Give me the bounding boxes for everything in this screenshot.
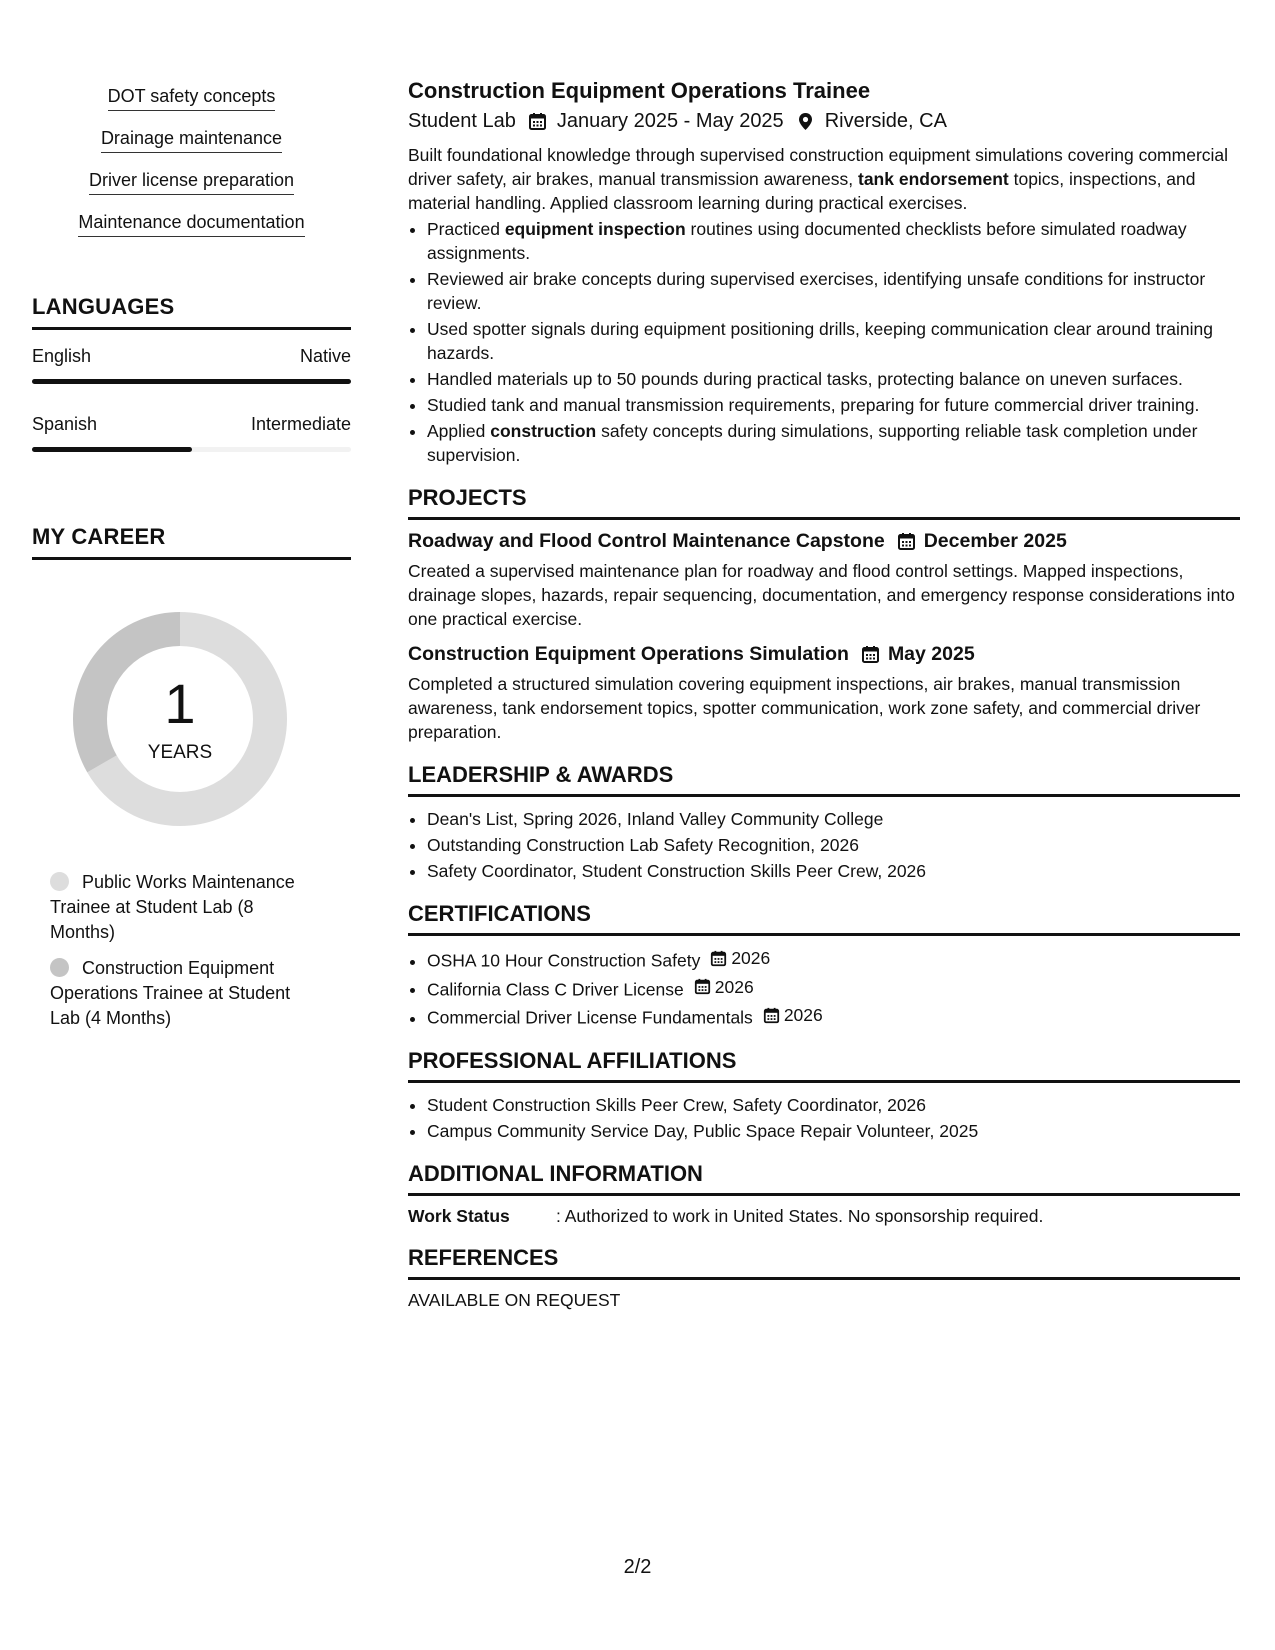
list-item: • Handled materials up to 50 pounds during practical tasks, protecting balance on uneven surfaces. — [427, 367, 1240, 391]
list-item: • Campus Community Service Day, Public Space Repair Volunteer, 2025 — [427, 1119, 1240, 1143]
career-donut-chart — [65, 604, 295, 834]
list-item: • Studied tank and manual transmission requirements, preparing for future commercial driver training. — [427, 393, 1240, 417]
certifications-list — [408, 946, 1240, 1030]
language-proficiency-fill — [32, 379, 351, 384]
cert-year: 2026 — [783, 1005, 823, 1025]
project-title: Construction Equipment Operations Simulation — [408, 643, 849, 665]
project-description: Created a supervised maintenance plan for roadway and flood control settings. Mapped inspections, drainage slopes, hazards, repair sequencing, documentation, and emergency response considerations into one practical exercise. — [408, 561, 1235, 629]
skill-item: Driver license preparation — [89, 170, 294, 195]
cert-name: OSHA 10 Hour Construction Safety — [427, 950, 701, 971]
language-proficiency-fill — [32, 447, 192, 452]
list-item: • Used spotter signals during equipment positioning drills, keeping communication clear around training hazards. — [427, 317, 1240, 365]
calendar-icon — [710, 950, 727, 967]
list-item: • Dean's List, Spring 2026, Inland Valley Community College — [427, 807, 1240, 831]
references-text: AVAILABLE ON REQUEST — [408, 1289, 621, 1310]
legend-dot-icon — [50, 958, 69, 977]
language-name: English — [32, 346, 92, 366]
career-legend-item — [50, 870, 320, 945]
right-column — [408, 78, 1240, 1311]
job-dates: January 2025 - May 2025 — [556, 110, 784, 132]
work-status-label: Work Status — [408, 1205, 510, 1226]
languages-heading: LANGUAGES — [32, 294, 351, 330]
page-number: 2/2 — [623, 1556, 652, 1578]
language-item — [32, 346, 351, 384]
job-summary: Built foundational knowledge through supervised construction equipment simulations covering commercial driver safety, air brakes, manual transmission awareness, tank endorsement topics, inspections, and material handling. Applied classroom learning during practical exercises. — [408, 145, 1229, 213]
map-pin-icon — [796, 112, 815, 131]
career-legend-item — [50, 956, 320, 1031]
project-title: Roadway and Flood Control Maintenance Capstone — [408, 530, 885, 552]
skill-item: Drainage maintenance — [101, 128, 282, 153]
job-bullets — [408, 217, 1240, 467]
list-item: • Practiced equipment inspection routines using documented checklists before simulated roadway assignments. — [427, 217, 1240, 265]
career-legend-label: Construction Equipment Operations Trainee at Student Lab (4 Months) — [50, 958, 291, 1028]
calendar-icon — [897, 532, 916, 551]
project-title-row — [408, 643, 1240, 666]
cert-name: Commercial Driver License Fundamentals — [427, 1007, 753, 1028]
career-heading: MY CAREER — [32, 524, 351, 560]
list-item: • Applied construction safety concepts during simulations, supporting reliable task completion under supervision. — [427, 419, 1240, 467]
language-item — [32, 414, 351, 452]
cert-name: California Class C Driver License — [427, 979, 684, 999]
affiliations-list — [408, 1093, 1240, 1143]
career-legend — [50, 870, 320, 1031]
skill-item: Maintenance documentation — [78, 212, 304, 237]
work-status-value: : Authorized to work in United States. No sponsorship required. — [556, 1205, 1044, 1226]
leadership-heading: LEADERSHIP & AWARDS — [408, 762, 1240, 797]
project-date: May 2025 — [887, 643, 975, 665]
language-level: Native — [299, 346, 351, 366]
language-level: Intermediate — [250, 414, 351, 434]
skill-item: DOT safety concepts — [108, 86, 276, 111]
project-date: December 2025 — [923, 530, 1067, 552]
calendar-icon — [694, 978, 711, 995]
job-meta — [408, 110, 1240, 133]
list-item: • Outstanding Construction Lab Safety Recognition, 2026 — [427, 833, 1240, 857]
cert-year: 2026 — [731, 948, 771, 968]
language-proficiency-bar — [32, 379, 351, 384]
list-item: • Reviewed air brake concepts during supervised exercises, identifying unsafe conditions for instructor review. — [427, 267, 1240, 315]
list-item — [427, 946, 1240, 973]
language-name: Spanish — [32, 414, 98, 434]
additional-info-heading: ADDITIONAL INFORMATION — [408, 1161, 1240, 1196]
calendar-icon — [861, 645, 880, 664]
legend-dot-icon — [50, 872, 69, 891]
job-title: Construction Equipment Operations Trainee — [408, 78, 871, 103]
affiliations-heading: PROFESSIONAL AFFILIATIONS — [408, 1048, 1240, 1083]
work-status-row — [408, 1206, 1240, 1227]
cert-year: 2026 — [714, 976, 754, 997]
leadership-list — [408, 807, 1240, 883]
list-item — [427, 975, 1240, 1002]
projects-heading: PROJECTS — [408, 485, 1240, 520]
calendar-icon — [763, 1007, 780, 1024]
list-item: • Student Construction Skills Peer Crew, Safety Coordinator, 2026 — [427, 1093, 1240, 1117]
language-proficiency-bar — [32, 447, 351, 452]
left-column — [32, 86, 351, 1042]
certifications-heading: CERTIFICATIONS — [408, 901, 1240, 936]
career-total-value: 1 — [164, 672, 196, 735]
calendar-icon — [528, 112, 547, 131]
job-location: Riverside, CA — [824, 110, 947, 132]
references-heading: REFERENCES — [408, 1245, 1240, 1280]
list-item: • Safety Coordinator, Student Construction Skills Peer Crew, 2026 — [427, 859, 1240, 883]
list-item — [427, 1003, 1240, 1030]
skills-list — [32, 86, 351, 254]
project-description: Completed a structured simulation covering equipment inspections, air brakes, manual transmission awareness, tank endorsement topics, spotter communication, work zone safety, and commercial driver preparation. — [408, 674, 1201, 742]
job-company: Student Lab — [408, 110, 516, 132]
career-total-unit: YEARS — [147, 742, 213, 763]
career-legend-label: Public Works Maintenance Trainee at Student Lab (8 Months) — [50, 872, 295, 942]
project-title-row — [408, 530, 1240, 553]
